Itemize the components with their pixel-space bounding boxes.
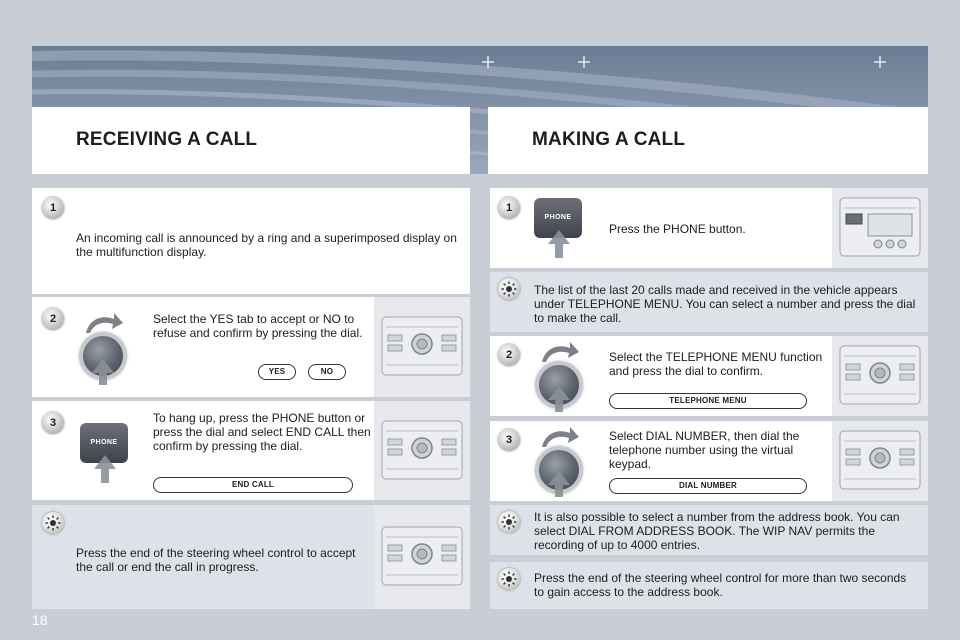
receiving-step-1 <box>32 188 470 294</box>
step-number-badge: 2 <box>498 344 520 366</box>
console-image-area <box>832 188 928 268</box>
press-arrow-icon <box>546 469 572 499</box>
tip-sun-icon <box>498 278 520 300</box>
console-icon <box>838 344 922 406</box>
end-call-tab[interactable]: END CALL <box>153 477 353 493</box>
page-number: 18 <box>32 612 48 628</box>
console-icon <box>838 196 922 258</box>
rotate-arrow-icon <box>540 338 580 364</box>
step-text: Select the TELEPHONE MENU function and press the dial to confirm. <box>609 350 823 378</box>
no-tab[interactable]: NO <box>308 364 346 380</box>
tip-text: The list of the last 20 calls made and received in the vehicle appears under TELEPHONE MENU. You can select a number and press the dial to make the call. <box>534 283 916 325</box>
step-text: Press the PHONE button. <box>609 222 746 236</box>
step-number-badge: 1 <box>42 197 64 219</box>
making-title-box <box>488 107 928 174</box>
tip-text: Press the end of the steering wheel control to accept the call or end the call in progress. <box>76 546 356 574</box>
making-step-1 <box>490 188 928 268</box>
rotate-arrow-icon <box>540 423 580 449</box>
console-image-area <box>374 297 470 397</box>
phone-button-icon: PHONE <box>534 198 582 238</box>
step-text: To hang up, press the PHONE button or press the dial and select END CALL then confirm by pressing the dial. <box>153 411 371 453</box>
press-arrow-icon <box>92 453 118 485</box>
console-image-area <box>374 401 470 500</box>
press-arrow-icon <box>90 357 116 387</box>
telephone-menu-tab[interactable]: TELEPHONE MENU <box>609 393 807 409</box>
dial-number-tab[interactable]: DIAL NUMBER <box>609 478 807 494</box>
plus-marks <box>482 56 886 68</box>
console-icon <box>380 315 464 377</box>
receiving-tip <box>32 505 470 609</box>
rotate-arrow-icon <box>84 309 124 335</box>
making-tip-1 <box>490 272 928 332</box>
step-number-badge: 3 <box>498 429 520 451</box>
receiving-step-3 <box>32 401 470 500</box>
press-arrow-icon <box>546 384 572 414</box>
yes-tab[interactable]: YES <box>258 364 296 380</box>
console-image-area <box>832 421 928 501</box>
console-image-area <box>374 505 470 609</box>
tip-sun-icon <box>42 512 64 534</box>
receiving-title-box <box>32 107 470 174</box>
making-call-title: MAKING A CALL <box>532 129 686 150</box>
tip-sun-icon <box>498 511 520 533</box>
step-number-badge: 1 <box>498 197 520 219</box>
console-image-area <box>832 336 928 416</box>
making-tip-3 <box>490 562 928 609</box>
tip-sun-icon <box>498 568 520 590</box>
step-number-badge: 3 <box>42 412 64 434</box>
step-text: An incoming call is announced by a ring and a superimposed display on the multifunction display. <box>76 231 457 259</box>
making-tip-2 <box>490 505 928 555</box>
console-icon <box>380 525 464 587</box>
tip-text: It is also possible to select a number from the address book. You can select DIAL FROM ADDRESS BOOK. The WIP NAV permits the recording of up to 4000 entries. <box>534 510 900 552</box>
making-step-2 <box>490 336 928 416</box>
making-step-3 <box>490 421 928 501</box>
console-icon <box>838 429 922 491</box>
phone-button-icon: PHONE <box>80 423 128 463</box>
press-arrow-icon <box>546 228 572 260</box>
step-text: Select the YES tab to accept or NO to refuse and confirm by pressing the dial. <box>153 312 363 340</box>
step-number-badge: 2 <box>42 308 64 330</box>
tip-text: Press the end of the steering wheel control for more than two seconds to gain access to the address book. <box>534 571 907 599</box>
step-text: Select DIAL NUMBER, then dial the telephone number using the virtual keypad. <box>609 429 800 471</box>
receiving-call-title: RECEIVING A CALL <box>76 129 258 150</box>
console-icon <box>380 419 464 481</box>
receiving-step-2 <box>32 297 470 397</box>
